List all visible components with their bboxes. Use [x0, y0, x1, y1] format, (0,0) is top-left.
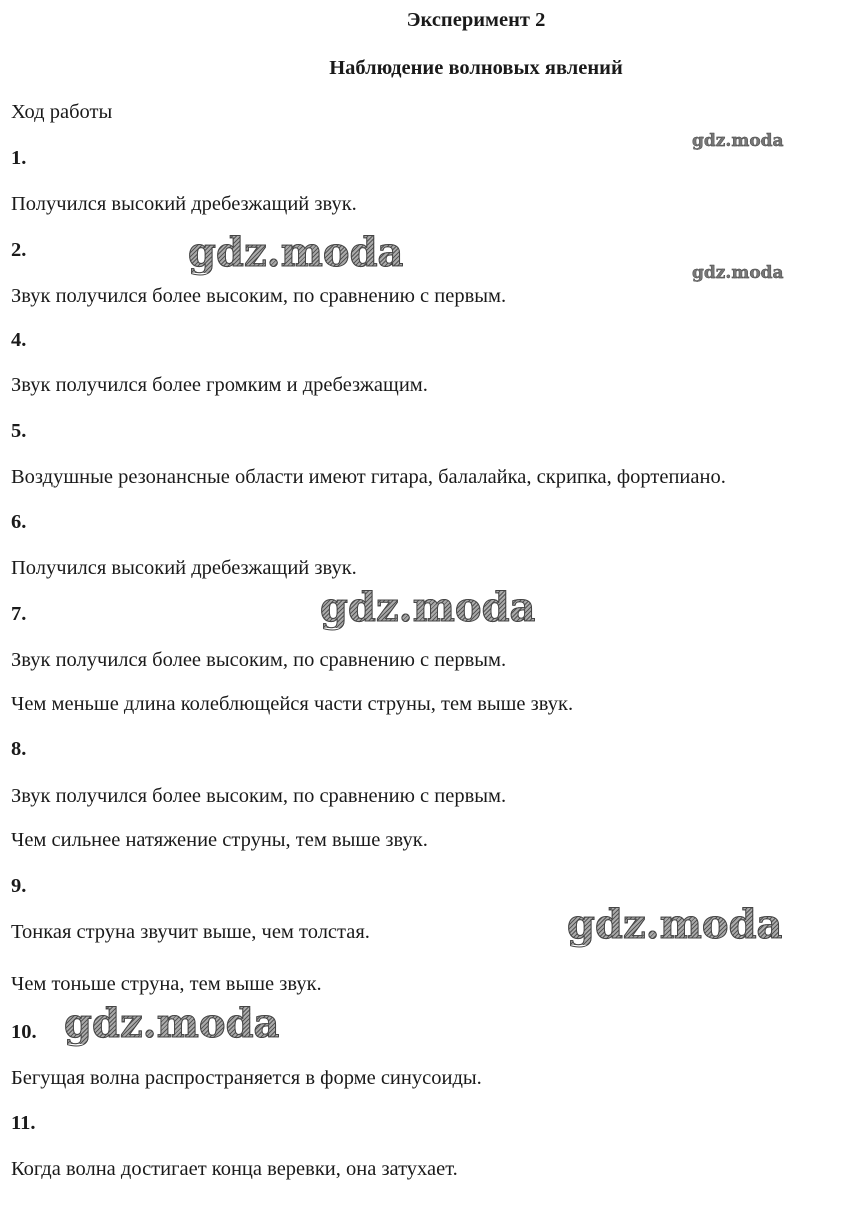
item-number: 2. — [11, 239, 27, 261]
item-text: Звук получился более высоким, по сравнению с первым. — [11, 285, 507, 307]
item-text: Чем меньше длина колеблющейся части струны, тем выше звук. — [11, 693, 574, 715]
page-title: Эксперимент 2 — [406, 9, 546, 31]
watermark-logo: gdz.moda — [320, 584, 536, 631]
item-text: Звук получился более громким и дребезжащим. — [11, 374, 428, 396]
item-text: Тонкая струна звучит выше, чем толстая. — [11, 921, 370, 943]
item-text: Получился высокий дребезжащий звук. — [11, 557, 357, 579]
item-text: Получился высокий дребезжащий звук. — [11, 193, 357, 215]
watermark-logo: gdz.moda — [64, 1000, 280, 1047]
page-subtitle: Наблюдение волновых явлений — [329, 57, 623, 79]
item-text: Чем тоньше струна, тем выше звук. — [11, 973, 322, 995]
item-number: 7. — [11, 603, 27, 625]
watermark-logo: gdz.moda — [188, 229, 404, 276]
item-text: Звук получился более высоким, по сравнению с первым. — [11, 649, 507, 671]
item-number: 9. — [11, 875, 27, 897]
item-text: Бегущая волна распространяется в форме синусоиды. — [11, 1067, 482, 1089]
item-number: 1. — [11, 147, 27, 169]
item-text: Звук получился более высоким, по сравнению с первым. — [11, 785, 507, 807]
item-number: 8. — [11, 738, 27, 760]
watermark-logo: gdz.moda — [692, 263, 784, 283]
watermark-logo: gdz.moda — [692, 131, 784, 151]
intro-text: Ход работы — [11, 101, 113, 123]
item-number: 6. — [11, 511, 27, 533]
item-number: 4. — [11, 329, 27, 351]
watermark-logo: gdz.moda — [567, 901, 783, 948]
item-number: 5. — [11, 420, 27, 442]
item-number: 11. — [11, 1112, 36, 1134]
item-text: Когда волна достигает конца веревки, она затухает. — [11, 1158, 458, 1180]
item-number: 10. — [11, 1021, 37, 1043]
item-text: Воздушные резонансные области имеют гитара, балалайка, скрипка, фортепиано. — [11, 466, 726, 488]
item-text: Чем сильнее натяжение струны, тем выше звук. — [11, 829, 428, 851]
